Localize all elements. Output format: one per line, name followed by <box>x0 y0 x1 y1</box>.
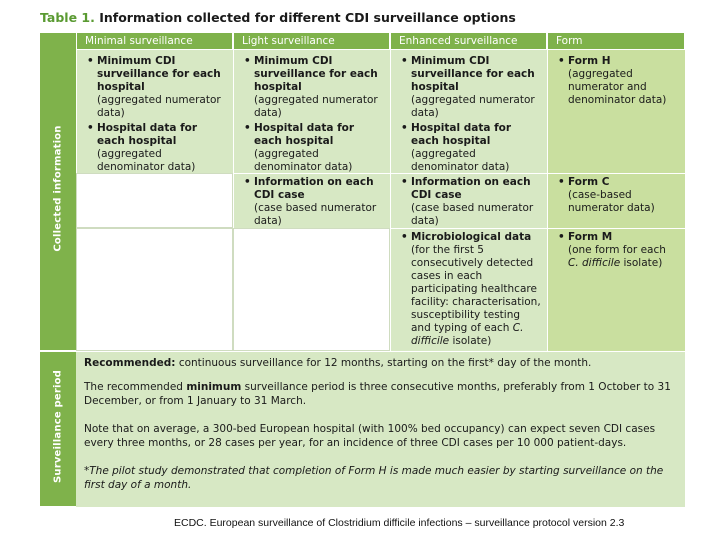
recommended-text: Recommended: continuous surveillance for 12 months, starting on the first* day of the month. <box>84 357 592 369</box>
list-item: • Hospital data for each hospital (aggregated denominator data) <box>397 122 541 173</box>
list-item: • Form M (one form for each C. difficile isolate) <box>554 231 679 270</box>
table-title-text: Information collected for different CDI surveillance options <box>94 10 516 25</box>
row1-light-cell <box>233 49 390 173</box>
surveillance-period-box <box>40 351 685 507</box>
source-caption: ECDC. European surveillance of Clostridium difficile infections – surveillance protocol version 2.3 <box>174 517 625 529</box>
list-item: • Form C (case-based numerator data) <box>554 176 679 215</box>
header-form: Form <box>547 33 685 49</box>
list-item: • Information on each CDI case (case based numerator data) <box>397 176 541 228</box>
list-item: • Hospital data for each hospital (aggregated denominator data) <box>240 122 384 173</box>
minimum-period-text: The recommended minimum surveillance period is three consecutive months, preferably from 1 October to 31 December, or from 1 January to 31 March. <box>84 381 671 407</box>
list-item: • Minimum CDI surveillance for each hospital (aggregated numerator data) <box>240 55 384 120</box>
list-item: • Minimum CDI surveillance for each hospital (aggregated numerator data) <box>397 55 541 120</box>
table-title <box>40 10 516 25</box>
side-label-period: Surveillance period <box>52 369 64 484</box>
row2-minimal-empty-cell <box>76 173 233 228</box>
header-minimal: Minimal surveillance <box>76 33 233 49</box>
info-table <box>40 33 685 507</box>
table-number: Table 1. <box>40 10 95 25</box>
list-item: • Hospital data for each hospital (aggregated denominator data) <box>83 122 227 173</box>
row1-minimal-cell <box>76 49 233 173</box>
list-item: • Information on each CDI case (case based numerator data) <box>240 176 384 228</box>
row2-light-cell <box>233 173 390 228</box>
row3-enhanced-cell <box>390 228 547 351</box>
header-light: Light surveillance <box>233 33 390 49</box>
row3-light-empty-cell <box>233 228 390 351</box>
incidence-note-text: Note that on average, a 300-bed European hospital (with 100% bed occupancy) can expect seven CDI cases every three months, or 28 cases per year, for an incidence of three CDI cases per 10 000 patient-days. <box>84 423 656 449</box>
header-enhanced: Enhanced surveillance <box>390 33 547 49</box>
row2-form-cell <box>547 173 685 228</box>
list-item: • Microbiological data (for the first 5 consecutively detected cases in each participating healthcare facility: characterisation, susceptibility testing and typing of each C. difficile isolate) <box>397 231 541 348</box>
row1-enhanced-cell <box>390 49 547 173</box>
side-label-collected: Collected information <box>52 125 64 252</box>
row1-form-cell <box>547 49 685 173</box>
side-label-collected-cell <box>40 33 76 351</box>
pilot-study-note: *The pilot study demonstrated that completion of Form H is made much easier by starting surveillance on the first day of a month. <box>84 465 664 491</box>
row3-minimal-empty-cell <box>76 228 233 351</box>
list-item: • Minimum CDI surveillance for each hospital (aggregated numerator data) <box>83 55 227 120</box>
list-item: • Form H (aggregated numerator and denominator data) <box>554 55 679 107</box>
row2-enhanced-cell <box>390 173 547 228</box>
row3-form-cell <box>547 228 685 351</box>
